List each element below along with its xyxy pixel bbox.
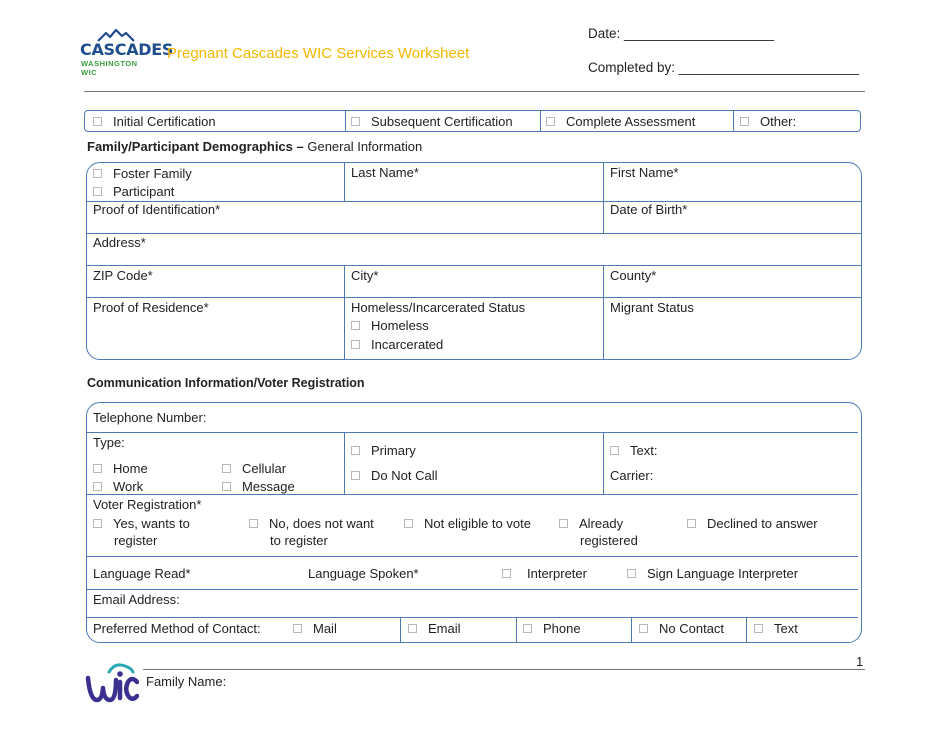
incarcerated-option[interactable] — [351, 337, 443, 352]
checkbox[interactable] — [559, 519, 568, 528]
proof-id-field[interactable]: Proof of Identification* — [93, 202, 221, 217]
sign-interpreter-option[interactable] — [627, 566, 798, 581]
option-label: Home — [113, 461, 148, 476]
first-name-field[interactable]: First Name* — [610, 165, 679, 180]
message-option[interactable] — [222, 479, 295, 494]
phone-type-label: Type: — [93, 435, 125, 450]
option-label: Already — [579, 516, 624, 531]
do-not-call-option[interactable] — [351, 468, 437, 483]
page-number: 1 — [856, 654, 864, 669]
address-field[interactable]: Address* — [93, 235, 146, 250]
work-option[interactable] — [93, 479, 143, 494]
checkbox[interactable] — [93, 187, 102, 196]
divider — [540, 111, 541, 131]
voter-no-option[interactable] — [249, 516, 374, 531]
checkbox[interactable] — [523, 624, 532, 633]
zip-field[interactable]: ZIP Code* — [93, 268, 153, 283]
cert-label: Subsequent Certification — [371, 114, 513, 129]
voter-declined-option[interactable] — [687, 516, 818, 531]
voter-registration-label: Voter Registration* — [93, 497, 202, 512]
divider — [87, 556, 858, 557]
checkbox[interactable] — [754, 624, 763, 633]
divider — [344, 265, 345, 359]
option-label: Incarcerated — [371, 337, 444, 352]
preferred-contact-label: Preferred Method of Contact: — [93, 621, 261, 636]
divider — [87, 265, 861, 266]
contact-mail-option[interactable] — [293, 621, 337, 636]
heading-normal: General Information — [303, 139, 423, 154]
header-divider — [84, 91, 865, 92]
contact-text-option[interactable] — [754, 621, 798, 636]
participant-option[interactable] — [93, 184, 174, 199]
cert-label: Complete Assessment — [566, 114, 696, 129]
divider — [87, 589, 858, 590]
homeless-status-label: Homeless/Incarcerated Status — [351, 300, 526, 315]
contact-phone-option[interactable] — [523, 621, 581, 636]
divider — [345, 111, 346, 131]
footer-divider — [143, 669, 865, 670]
last-name-field[interactable]: Last Name* — [351, 165, 419, 180]
option-label: Foster Family — [113, 166, 192, 181]
voter-already-option-line2: registered — [580, 533, 638, 548]
checkbox[interactable] — [639, 624, 648, 633]
page-title: Pregnant Cascades WIC Services Worksheet — [167, 45, 470, 62]
cert-subsequent[interactable] — [351, 114, 513, 129]
checkbox[interactable] — [546, 117, 555, 126]
checkbox[interactable] — [249, 519, 258, 528]
city-field[interactable]: City* — [351, 268, 379, 283]
option-label: No, does not want — [269, 516, 374, 531]
divider — [746, 618, 747, 642]
cascades-logo — [80, 28, 174, 77]
demographics-heading — [87, 139, 422, 154]
divider — [87, 233, 861, 234]
wic-logo — [85, 660, 139, 708]
divider — [631, 618, 632, 642]
checkbox[interactable] — [740, 117, 749, 126]
option-label: Declined to answer — [707, 516, 818, 531]
divider — [344, 433, 345, 494]
divider — [603, 163, 604, 233]
option-label: Text — [774, 621, 798, 636]
divider — [603, 265, 604, 359]
carrier-field[interactable]: Carrier: — [610, 468, 654, 483]
checkbox[interactable] — [351, 471, 360, 480]
option-label: Participant — [113, 184, 175, 199]
homeless-option[interactable] — [351, 318, 429, 333]
option-label: Mail — [313, 621, 337, 636]
option-label: Primary — [371, 443, 416, 458]
divider — [603, 433, 604, 494]
option-label: Do Not Call — [371, 468, 438, 483]
communication-heading: Communication Information/Voter Registration — [87, 376, 365, 390]
checkbox[interactable] — [93, 519, 102, 528]
voter-not-eligible-option[interactable] — [404, 516, 531, 531]
option-label: Not eligible to vote — [424, 516, 531, 531]
checkbox[interactable] — [351, 446, 360, 455]
checkbox[interactable] — [627, 569, 636, 578]
checkbox[interactable] — [408, 624, 417, 633]
option-label: Sign Language Interpreter — [647, 566, 799, 581]
language-read-field[interactable]: Language Read* — [93, 566, 191, 581]
divider — [733, 111, 734, 131]
foster-family-option[interactable] — [93, 166, 192, 181]
option-label: Yes, wants to — [113, 516, 190, 531]
checkbox[interactable] — [404, 519, 413, 528]
divider — [87, 432, 858, 433]
county-field[interactable]: County* — [610, 268, 657, 283]
option-label: Cellular — [242, 461, 287, 476]
option-label: Work — [113, 479, 144, 494]
migrant-status-field[interactable]: Migrant Status — [610, 300, 694, 315]
divider — [87, 617, 858, 618]
contact-no-contact-option[interactable] — [639, 621, 724, 636]
contact-email-option[interactable] — [408, 621, 461, 636]
cert-label: Initial Certification — [113, 114, 216, 129]
completed-by-field[interactable]: Completed by: ________________________ — [588, 60, 859, 75]
checkbox[interactable] — [93, 117, 102, 126]
proof-residence-field[interactable]: Proof of Residence* — [93, 300, 209, 315]
voter-already-option[interactable] — [559, 516, 623, 531]
cert-other[interactable] — [740, 114, 796, 129]
checkbox[interactable] — [93, 464, 102, 473]
option-label: Text: — [630, 443, 658, 458]
divider — [516, 618, 517, 642]
family-name-field[interactable]: Family Name: — [146, 674, 227, 689]
option-label: Email — [428, 621, 461, 636]
checkbox[interactable] — [293, 624, 302, 633]
divider — [400, 618, 401, 642]
divider — [344, 163, 345, 201]
voter-yes-option[interactable] — [93, 516, 190, 531]
option-label: Interpreter — [527, 566, 587, 581]
checkbox[interactable] — [351, 117, 360, 126]
cert-label: Other: — [760, 114, 797, 129]
option-label: Phone — [543, 621, 581, 636]
checkbox[interactable] — [222, 482, 231, 491]
cellular-option[interactable] — [222, 461, 286, 476]
checkbox[interactable] — [351, 340, 360, 349]
wic-logo-icon — [85, 660, 139, 708]
checkbox[interactable] — [93, 482, 102, 491]
voter-no-option-line2: to register — [270, 533, 328, 548]
option-label: Homeless — [371, 318, 429, 333]
primary-option[interactable] — [351, 443, 416, 458]
home-option[interactable] — [93, 461, 148, 476]
checkbox[interactable] — [610, 446, 619, 455]
divider — [87, 494, 858, 495]
email-address-field[interactable]: Email Address: — [93, 592, 180, 607]
demographics-box — [86, 162, 862, 360]
checkbox[interactable] — [351, 321, 360, 330]
logo-subtext: WASHINGTON WIC — [81, 59, 138, 77]
cert-complete-assessment[interactable] — [546, 114, 695, 129]
dob-field[interactable]: Date of Birth* — [610, 202, 688, 217]
divider — [87, 297, 861, 298]
cert-initial[interactable] — [93, 114, 216, 129]
telephone-field[interactable]: Telephone Number: — [93, 410, 207, 425]
option-label: Message — [242, 479, 295, 494]
checkbox[interactable] — [222, 464, 231, 473]
interpreter-option[interactable] — [502, 566, 587, 581]
checkbox[interactable] — [93, 169, 102, 178]
checkbox[interactable] — [502, 569, 511, 578]
heading-bold: Family/Participant Demographics – — [87, 139, 304, 154]
text-option[interactable] — [610, 443, 657, 458]
checkbox[interactable] — [687, 519, 696, 528]
voter-yes-option-line2: register — [114, 533, 158, 548]
logo-text: CASCADES — [80, 40, 174, 59]
date-field[interactable]: Date: ____________________ — [588, 26, 775, 41]
option-label: No Contact — [659, 621, 725, 636]
language-spoken-field[interactable]: Language Spoken* — [308, 566, 419, 581]
